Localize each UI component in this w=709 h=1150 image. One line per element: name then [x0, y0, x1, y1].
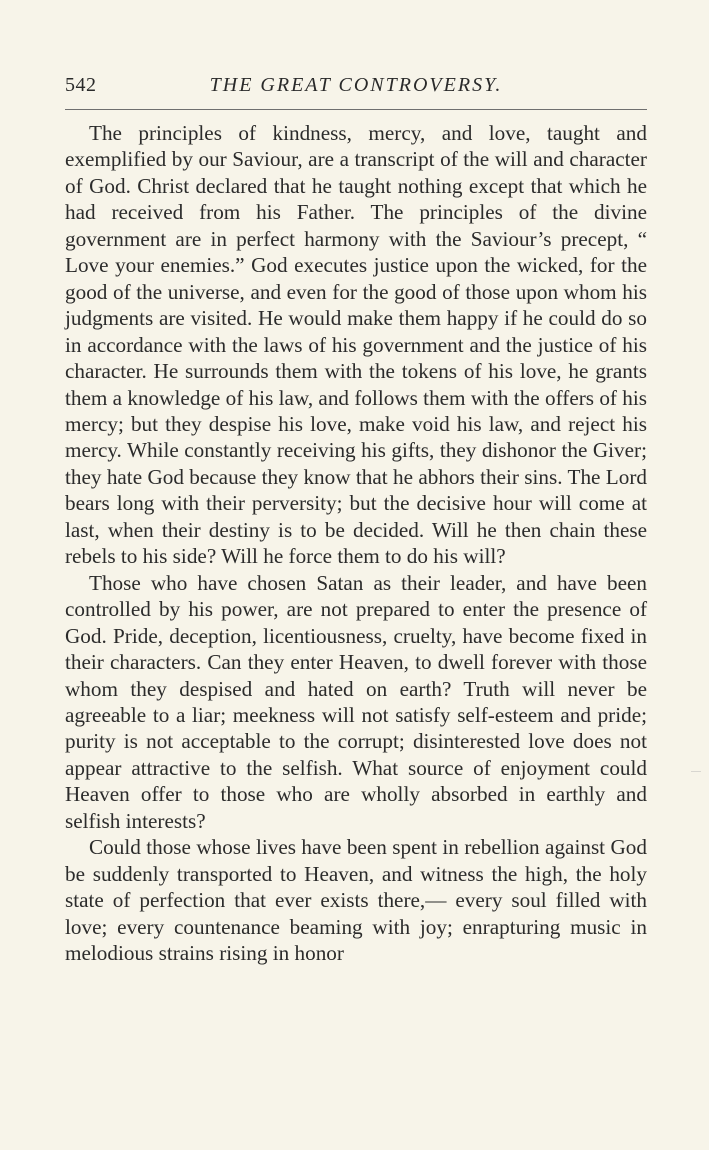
page-number: 542 [65, 74, 97, 96]
paragraph: The principles of kindness, mercy, and love, taught and exemplified by our Saviour, are a transcript of the will and character of God. Christ declared that he taught nothing except that which he had received from his Father. The principles of the divine government are in perfect harmony with the Saviour’s precept, “ Love your enemies.” God executes justice upon the wicked, for the good of the universe, and even for the good of those upon whom his judgments are visited. He would make them happy if he could do so in accordance with the laws of his government and the justice of his character. He surrounds them with the tokens of his love, he grants them a knowledge of his law, and follows them with the offers of his mercy; but they despise his love, make void his law, and reject his mercy. While constantly receiving his gifts, they dishonor the Giver; they hate God because they know that he abhors their sins. The Lord bears long with their perversity; but the decisive hour will come at last, when their destiny is to be decided. Will he then chain these rebels to his side? Will he force them to do his will? [65, 121, 647, 569]
paragraph: Those who have chosen Satan as their leader, and have been controlled by his power, are not prepared to enter the presence of God. Pride, deception, licentiousness, cruelty, have become fixed in their characters. Can they enter Heaven, to dwell forever with those whom they despised and hated on earth? Truth will never be agreeable to a liar; meekness will not satisfy self-esteem and pride; purity is not acceptable to the corrupt; disinterested love does not appear attractive to the selfish. What source of enjoyment could Heaven offer to those who are wholly absorbed in earthly and selfish interests? [65, 570, 647, 833]
body-text [65, 120, 647, 967]
paragraph: Could those whose lives have been spent in rebellion against God be suddenly transported to Heaven, and witness the high, the holy state of perfection that ever exists there,— every soul filled with love; every countenance beaming with joy; enrapturing music in melodious strains rising in honor [65, 835, 647, 966]
margin-mark [691, 771, 701, 772]
header-rule [65, 109, 647, 110]
page-header [65, 74, 647, 102]
running-title: THE GREAT CONTROVERSY. [209, 74, 503, 96]
